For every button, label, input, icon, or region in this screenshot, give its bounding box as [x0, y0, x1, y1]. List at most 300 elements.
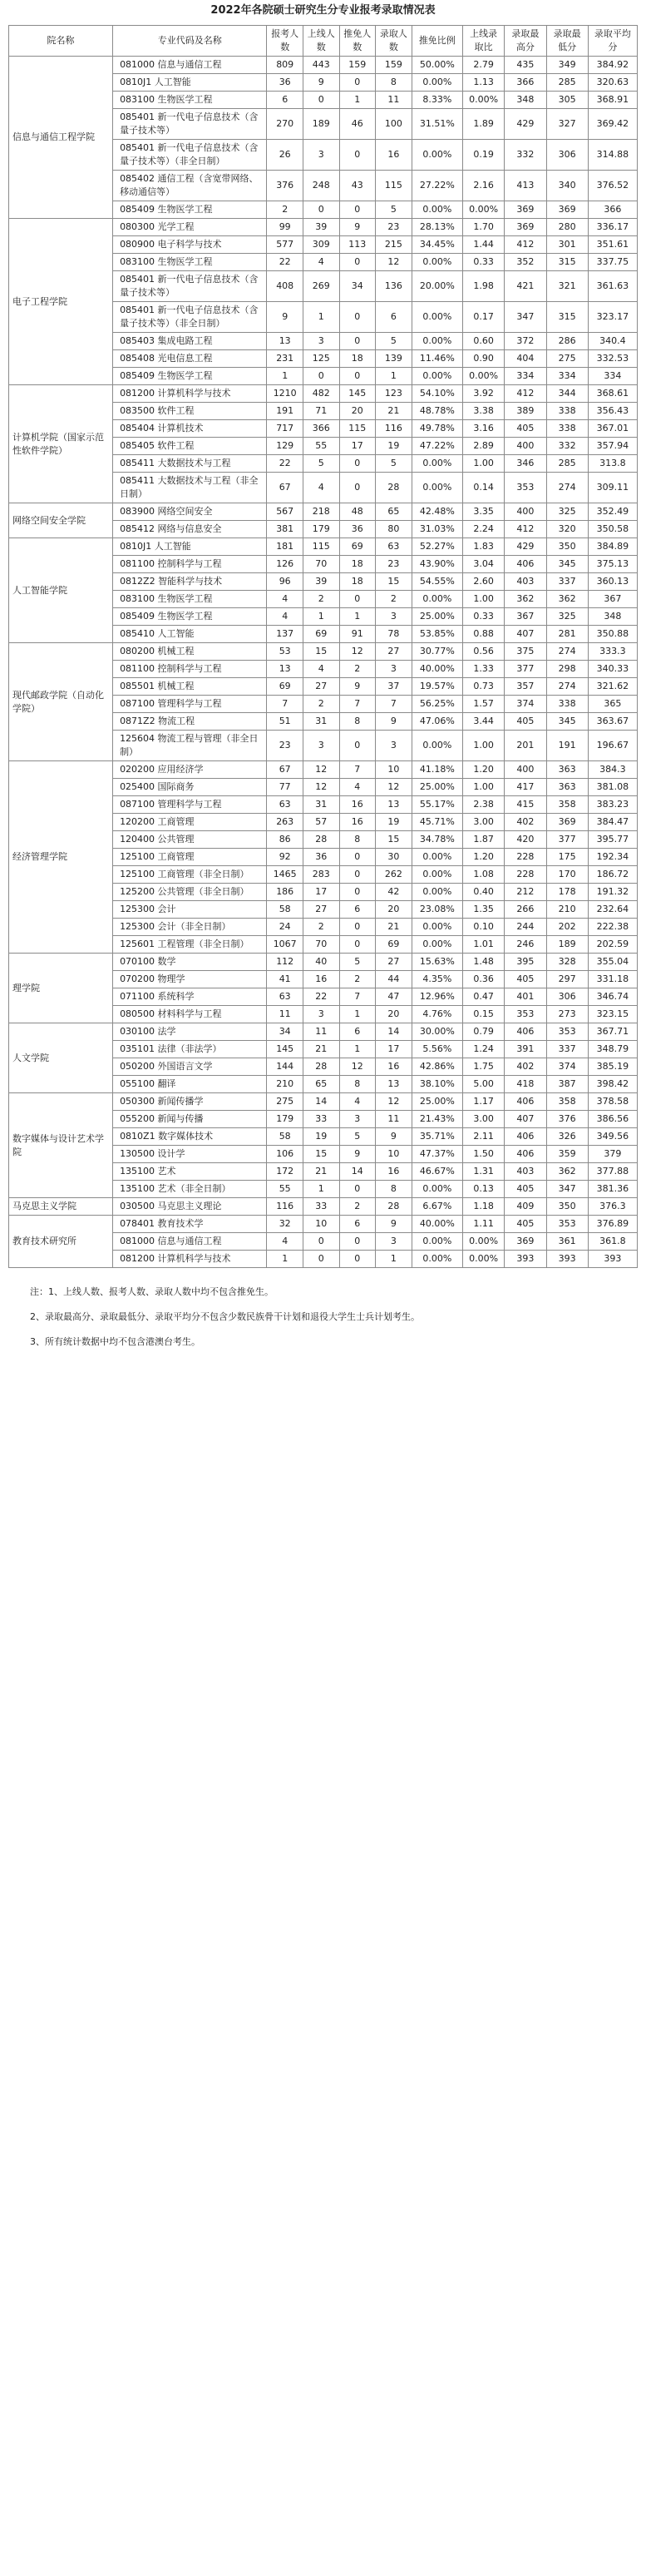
pass-admit-ratio-cell: 3.35 — [463, 503, 505, 521]
pass-admit-ratio-cell: 1.00 — [463, 591, 505, 608]
applicants-cell: 129 — [267, 438, 303, 455]
applicants-cell: 53 — [267, 643, 303, 661]
recommended-cell: 6 — [339, 1023, 376, 1041]
pass-admit-ratio-cell: 0.60 — [463, 333, 505, 350]
max-score-cell: 201 — [505, 731, 546, 761]
admitted-cell: 2 — [376, 591, 412, 608]
recommended-cell: 18 — [339, 573, 376, 591]
avg-score-cell: 202.59 — [588, 936, 637, 954]
pass-admit-ratio-cell: 2.79 — [463, 57, 505, 74]
major-cell: 125601 工程管理（非全日制） — [113, 936, 267, 954]
min-score-cell: 273 — [546, 1006, 588, 1023]
college-name-cell: 网络空间安全学院 — [9, 503, 113, 538]
recommended-cell: 7 — [339, 988, 376, 1006]
max-score-cell: 334 — [505, 368, 546, 385]
passed-cell: 70 — [303, 936, 339, 954]
college-name-cell: 信息与通信工程学院 — [9, 57, 113, 219]
applicants-cell: 145 — [267, 1041, 303, 1058]
recommended-cell: 1 — [339, 1041, 376, 1058]
passed-cell: 33 — [303, 1111, 339, 1128]
recommended-cell: 18 — [339, 556, 376, 573]
min-score-cell: 337 — [546, 573, 588, 591]
college-name-cell: 现代邮政学院（自动化学院） — [9, 643, 113, 761]
header-admitted: 录取人数 — [376, 26, 412, 57]
pass-admit-ratio-cell: 1.87 — [463, 831, 505, 849]
pass-admit-ratio-cell: 0.47 — [463, 988, 505, 1006]
recommended-cell: 0 — [339, 731, 376, 761]
recommend-ratio-cell: 11.46% — [412, 350, 462, 368]
avg-score-cell: 367.71 — [588, 1023, 637, 1041]
recommend-ratio-cell: 0.00% — [412, 368, 462, 385]
pass-admit-ratio-cell: 1.20 — [463, 761, 505, 779]
major-cell: 085409 生物医学工程 — [113, 368, 267, 385]
max-score-cell: 366 — [505, 74, 546, 92]
min-score-cell: 175 — [546, 849, 588, 866]
min-score-cell: 334 — [546, 368, 588, 385]
max-score-cell: 417 — [505, 779, 546, 796]
avg-score-cell: 350.58 — [588, 521, 637, 538]
min-score-cell: 315 — [546, 302, 588, 333]
passed-cell: 179 — [303, 521, 339, 538]
admitted-cell: 115 — [376, 171, 412, 201]
passed-cell: 36 — [303, 849, 339, 866]
passed-cell: 2 — [303, 591, 339, 608]
major-cell: 085409 生物医学工程 — [113, 608, 267, 626]
passed-cell: 15 — [303, 643, 339, 661]
major-cell: 085412 网络与信息安全 — [113, 521, 267, 538]
avg-score-cell: 384.3 — [588, 761, 637, 779]
applicants-cell: 26 — [267, 140, 303, 171]
major-cell: 080200 机械工程 — [113, 643, 267, 661]
header-max-score: 录取最高分 — [505, 26, 546, 57]
admitted-cell: 3 — [376, 661, 412, 678]
passed-cell: 31 — [303, 796, 339, 814]
max-score-cell: 407 — [505, 1111, 546, 1128]
recommend-ratio-cell: 15.63% — [412, 954, 462, 971]
admitted-cell: 20 — [376, 901, 412, 919]
recommended-cell: 0 — [339, 74, 376, 92]
pass-admit-ratio-cell: 0.00% — [463, 368, 505, 385]
recommended-cell: 6 — [339, 1216, 376, 1233]
min-score-cell: 305 — [546, 92, 588, 109]
admitted-cell: 11 — [376, 92, 412, 109]
applicants-cell: 24 — [267, 919, 303, 936]
pass-admit-ratio-cell: 5.00 — [463, 1076, 505, 1093]
avg-score-cell: 386.56 — [588, 1111, 637, 1128]
passed-cell: 189 — [303, 109, 339, 140]
min-score-cell: 320 — [546, 521, 588, 538]
recommend-ratio-cell: 41.18% — [412, 761, 462, 779]
applicants-cell: 1465 — [267, 866, 303, 884]
recommended-cell: 36 — [339, 521, 376, 538]
recommended-cell: 48 — [339, 503, 376, 521]
admitted-cell: 21 — [376, 919, 412, 936]
min-score-cell: 210 — [546, 901, 588, 919]
recommended-cell: 91 — [339, 626, 376, 643]
passed-cell: 16 — [303, 971, 339, 988]
min-score-cell: 363 — [546, 761, 588, 779]
header-applicants: 报考人数 — [267, 26, 303, 57]
max-score-cell: 212 — [505, 884, 546, 901]
recommended-cell: 18 — [339, 350, 376, 368]
min-score-cell: 306 — [546, 988, 588, 1006]
major-cell: 085402 通信工程（含宽带网络、移动通信等） — [113, 171, 267, 201]
min-score-cell: 338 — [546, 403, 588, 420]
pass-admit-ratio-cell: 1.18 — [463, 1198, 505, 1216]
admitted-cell: 80 — [376, 521, 412, 538]
recommended-cell: 17 — [339, 438, 376, 455]
recommended-cell: 0 — [339, 884, 376, 901]
max-score-cell: 393 — [505, 1251, 546, 1268]
passed-cell: 11 — [303, 1023, 339, 1041]
recommend-ratio-cell: 54.55% — [412, 573, 462, 591]
passed-cell: 27 — [303, 901, 339, 919]
applicants-cell: 1 — [267, 1251, 303, 1268]
recommend-ratio-cell: 43.90% — [412, 556, 462, 573]
admitted-cell: 14 — [376, 1023, 412, 1041]
passed-cell: 2 — [303, 696, 339, 713]
table-row — [9, 538, 638, 556]
applicants-cell: 126 — [267, 556, 303, 573]
recommended-cell: 14 — [339, 1163, 376, 1181]
admitted-cell: 3 — [376, 608, 412, 626]
passed-cell: 69 — [303, 626, 339, 643]
major-cell: 050300 新闻传播学 — [113, 1093, 267, 1111]
passed-cell: 269 — [303, 271, 339, 302]
major-cell: 080300 光学工程 — [113, 219, 267, 236]
recommend-ratio-cell: 27.22% — [412, 171, 462, 201]
avg-score-cell: 384.92 — [588, 57, 637, 74]
avg-score-cell: 365 — [588, 696, 637, 713]
passed-cell: 21 — [303, 1163, 339, 1181]
max-score-cell: 346 — [505, 455, 546, 473]
recommended-cell: 5 — [339, 954, 376, 971]
avg-score-cell: 376.3 — [588, 1198, 637, 1216]
admitted-cell: 13 — [376, 796, 412, 814]
avg-score-cell: 376.52 — [588, 171, 637, 201]
table-row — [9, 954, 638, 971]
admitted-cell: 78 — [376, 626, 412, 643]
passed-cell: 366 — [303, 420, 339, 438]
admitted-cell: 44 — [376, 971, 412, 988]
applicants-cell: 99 — [267, 219, 303, 236]
max-score-cell: 374 — [505, 696, 546, 713]
applicants-cell: 112 — [267, 954, 303, 971]
major-cell: 085411 大数据技术与工程 — [113, 455, 267, 473]
pass-admit-ratio-cell: 0.15 — [463, 1006, 505, 1023]
passed-cell: 2 — [303, 919, 339, 936]
min-score-cell: 353 — [546, 1216, 588, 1233]
applicants-cell: 181 — [267, 538, 303, 556]
passed-cell: 0 — [303, 1233, 339, 1251]
pass-admit-ratio-cell: 1.24 — [463, 1041, 505, 1058]
avg-score-cell: 376.89 — [588, 1216, 637, 1233]
recommend-ratio-cell: 0.00% — [412, 140, 462, 171]
min-score-cell: 345 — [546, 556, 588, 573]
recommended-cell: 4 — [339, 779, 376, 796]
min-score-cell: 369 — [546, 201, 588, 219]
recommend-ratio-cell: 48.78% — [412, 403, 462, 420]
pass-admit-ratio-cell: 1.11 — [463, 1216, 505, 1233]
admitted-cell: 139 — [376, 350, 412, 368]
applicants-cell: 13 — [267, 333, 303, 350]
recommended-cell: 0 — [339, 333, 376, 350]
major-cell: 081000 信息与通信工程 — [113, 1233, 267, 1251]
recommend-ratio-cell: 21.43% — [412, 1111, 462, 1128]
admitted-cell: 16 — [376, 140, 412, 171]
max-score-cell: 406 — [505, 1023, 546, 1041]
pass-admit-ratio-cell: 1.70 — [463, 219, 505, 236]
passed-cell: 3 — [303, 140, 339, 171]
recommended-cell: 0 — [339, 936, 376, 954]
max-score-cell: 348 — [505, 92, 546, 109]
min-score-cell: 345 — [546, 713, 588, 731]
avg-score-cell: 323.15 — [588, 1006, 637, 1023]
note-1: 注：1、上线人数、报考人数、录取人数中均不包含推免生。 — [30, 1286, 274, 1297]
recommend-ratio-cell: 42.86% — [412, 1058, 462, 1076]
recommend-ratio-cell: 0.00% — [412, 866, 462, 884]
recommend-ratio-cell: 19.57% — [412, 678, 462, 696]
min-score-cell: 349 — [546, 57, 588, 74]
min-score-cell: 286 — [546, 333, 588, 350]
table-row — [9, 219, 638, 236]
major-cell: 083100 生物医学工程 — [113, 254, 267, 271]
applicants-cell: 4 — [267, 608, 303, 626]
recommended-cell: 145 — [339, 385, 376, 403]
admitted-cell: 262 — [376, 866, 412, 884]
admitted-cell: 123 — [376, 385, 412, 403]
pass-admit-ratio-cell: 1.75 — [463, 1058, 505, 1076]
max-score-cell: 405 — [505, 420, 546, 438]
max-score-cell: 409 — [505, 1198, 546, 1216]
avg-score-cell: 314.88 — [588, 140, 637, 171]
recommend-ratio-cell: 49.78% — [412, 420, 462, 438]
max-score-cell: 403 — [505, 573, 546, 591]
passed-cell: 4 — [303, 473, 339, 503]
recommend-ratio-cell: 4.35% — [412, 971, 462, 988]
admitted-cell: 21 — [376, 403, 412, 420]
admitted-cell: 3 — [376, 731, 412, 761]
min-score-cell: 350 — [546, 538, 588, 556]
recommend-ratio-cell: 6.67% — [412, 1198, 462, 1216]
recommend-ratio-cell: 0.00% — [412, 473, 462, 503]
min-score-cell: 178 — [546, 884, 588, 901]
min-score-cell: 387 — [546, 1076, 588, 1093]
header-min-score: 录取最低分 — [546, 26, 588, 57]
major-cell: 125300 会计 — [113, 901, 267, 919]
pass-admit-ratio-cell: 0.36 — [463, 971, 505, 988]
min-score-cell: 338 — [546, 420, 588, 438]
max-score-cell: 372 — [505, 333, 546, 350]
header-pass-admit-ratio: 上线录取比 — [463, 26, 505, 57]
avg-score-cell: 367 — [588, 591, 637, 608]
passed-cell: 4 — [303, 254, 339, 271]
pass-admit-ratio-cell: 1.98 — [463, 271, 505, 302]
major-cell: 125200 公共管理（非全日制） — [113, 884, 267, 901]
admitted-cell: 63 — [376, 538, 412, 556]
applicants-cell: 4 — [267, 1233, 303, 1251]
major-cell: 125300 会计（非全日制） — [113, 919, 267, 936]
min-score-cell: 359 — [546, 1146, 588, 1163]
pass-admit-ratio-cell: 1.89 — [463, 109, 505, 140]
pass-admit-ratio-cell: 1.50 — [463, 1146, 505, 1163]
recommend-ratio-cell: 54.10% — [412, 385, 462, 403]
admitted-cell: 69 — [376, 936, 412, 954]
recommend-ratio-cell: 47.22% — [412, 438, 462, 455]
major-cell: 081200 计算机科学与技术 — [113, 1251, 267, 1268]
notes — [30, 1280, 646, 1355]
recommended-cell: 34 — [339, 271, 376, 302]
recommended-cell: 69 — [339, 538, 376, 556]
applicants-cell: 67 — [267, 473, 303, 503]
major-cell: 0810J1 人工智能 — [113, 74, 267, 92]
applicants-cell: 22 — [267, 455, 303, 473]
avg-score-cell: 332.53 — [588, 350, 637, 368]
recommend-ratio-cell: 25.00% — [412, 1093, 462, 1111]
recommended-cell: 0 — [339, 919, 376, 936]
pass-admit-ratio-cell: 1.31 — [463, 1163, 505, 1181]
major-cell: 120400 公共管理 — [113, 831, 267, 849]
max-score-cell: 377 — [505, 661, 546, 678]
applicants-cell: 92 — [267, 849, 303, 866]
applicants-cell: 77 — [267, 779, 303, 796]
pass-admit-ratio-cell: 3.00 — [463, 814, 505, 831]
avg-score-cell: 361.63 — [588, 271, 637, 302]
applicants-cell: 86 — [267, 831, 303, 849]
min-score-cell: 369 — [546, 814, 588, 831]
recommended-cell: 1 — [339, 92, 376, 109]
pass-admit-ratio-cell: 1.83 — [463, 538, 505, 556]
recommended-cell: 1 — [339, 608, 376, 626]
avg-score-cell: 381.36 — [588, 1181, 637, 1198]
pass-admit-ratio-cell: 2.38 — [463, 796, 505, 814]
pass-admit-ratio-cell: 0.17 — [463, 302, 505, 333]
pass-admit-ratio-cell: 2.11 — [463, 1128, 505, 1146]
passed-cell: 39 — [303, 219, 339, 236]
admitted-cell: 20 — [376, 1006, 412, 1023]
applicants-cell: 22 — [267, 254, 303, 271]
min-score-cell: 363 — [546, 779, 588, 796]
recommend-ratio-cell: 0.00% — [412, 936, 462, 954]
passed-cell: 5 — [303, 455, 339, 473]
min-score-cell: 344 — [546, 385, 588, 403]
recommend-ratio-cell: 4.76% — [412, 1006, 462, 1023]
max-score-cell: 332 — [505, 140, 546, 171]
major-cell: 025400 国际商务 — [113, 779, 267, 796]
passed-cell: 12 — [303, 761, 339, 779]
min-score-cell: 326 — [546, 1128, 588, 1146]
applicants-cell: 9 — [267, 302, 303, 333]
recommended-cell: 1 — [339, 1006, 376, 1023]
applicants-cell: 36 — [267, 74, 303, 92]
major-cell: 0871Z2 物流工程 — [113, 713, 267, 731]
min-score-cell: 340 — [546, 171, 588, 201]
header-recommended: 推免人数 — [339, 26, 376, 57]
major-cell: 070100 数学 — [113, 954, 267, 971]
admitted-cell: 15 — [376, 831, 412, 849]
avg-score-cell: 357.94 — [588, 438, 637, 455]
admitted-cell: 6 — [376, 302, 412, 333]
recommend-ratio-cell: 45.71% — [412, 814, 462, 831]
pass-admit-ratio-cell: 1.00 — [463, 779, 505, 796]
major-cell: 0810J1 人工智能 — [113, 538, 267, 556]
min-score-cell: 358 — [546, 796, 588, 814]
pass-admit-ratio-cell: 3.00 — [463, 1111, 505, 1128]
min-score-cell: 189 — [546, 936, 588, 954]
min-score-cell: 376 — [546, 1111, 588, 1128]
admitted-cell: 12 — [376, 779, 412, 796]
pass-admit-ratio-cell: 0.00% — [463, 92, 505, 109]
recommended-cell: 43 — [339, 171, 376, 201]
avg-score-cell: 340.33 — [588, 661, 637, 678]
major-cell: 125604 物流工程与管理（非全日制） — [113, 731, 267, 761]
pass-admit-ratio-cell: 1.57 — [463, 696, 505, 713]
recommended-cell: 113 — [339, 236, 376, 254]
recommended-cell: 9 — [339, 1146, 376, 1163]
recommend-ratio-cell: 34.78% — [412, 831, 462, 849]
applicants-cell: 179 — [267, 1111, 303, 1128]
recommended-cell: 0 — [339, 1233, 376, 1251]
avg-score-cell: 375.13 — [588, 556, 637, 573]
table-row — [9, 57, 638, 74]
avg-score-cell: 334 — [588, 368, 637, 385]
header-recommend-ratio: 推免比例 — [412, 26, 462, 57]
major-cell: 030100 法学 — [113, 1023, 267, 1041]
admitted-cell: 11 — [376, 1111, 412, 1128]
passed-cell: 309 — [303, 236, 339, 254]
header-passed: 上线人数 — [303, 26, 339, 57]
recommend-ratio-cell: 31.51% — [412, 109, 462, 140]
max-score-cell: 405 — [505, 713, 546, 731]
major-cell: 083100 生物医学工程 — [113, 591, 267, 608]
admitted-cell: 37 — [376, 678, 412, 696]
admitted-cell: 1 — [376, 1251, 412, 1268]
min-score-cell: 202 — [546, 919, 588, 936]
recommended-cell: 0 — [339, 254, 376, 271]
major-cell: 130500 设计学 — [113, 1146, 267, 1163]
avg-score-cell: 192.34 — [588, 849, 637, 866]
admitted-cell: 10 — [376, 1146, 412, 1163]
passed-cell: 65 — [303, 1076, 339, 1093]
avg-score-cell: 361.8 — [588, 1233, 637, 1251]
max-score-cell: 429 — [505, 109, 546, 140]
avg-score-cell: 384.89 — [588, 538, 637, 556]
admitted-cell: 28 — [376, 1198, 412, 1216]
passed-cell: 19 — [303, 1128, 339, 1146]
applicants-cell: 58 — [267, 901, 303, 919]
pass-admit-ratio-cell: 0.19 — [463, 140, 505, 171]
pass-admit-ratio-cell: 0.90 — [463, 350, 505, 368]
major-cell: 085410 人工智能 — [113, 626, 267, 643]
avg-score-cell: 349.56 — [588, 1128, 637, 1146]
applicants-cell: 116 — [267, 1198, 303, 1216]
major-cell: 030500 马克思主义理论 — [113, 1198, 267, 1216]
applicants-cell: 63 — [267, 796, 303, 814]
note-2: 2、录取最高分、录取最低分、录取平均分不包含少数民族骨干计划和退役大学生士兵计划考生。 — [30, 1311, 420, 1322]
min-score-cell: 374 — [546, 1058, 588, 1076]
min-score-cell: 301 — [546, 236, 588, 254]
recommended-cell: 8 — [339, 831, 376, 849]
min-score-cell: 281 — [546, 626, 588, 643]
min-score-cell: 353 — [546, 1023, 588, 1041]
pass-admit-ratio-cell: 1.35 — [463, 901, 505, 919]
passed-cell: 21 — [303, 1041, 339, 1058]
recommend-ratio-cell: 0.00% — [412, 731, 462, 761]
passed-cell: 10 — [303, 1216, 339, 1233]
avg-score-cell: 395.77 — [588, 831, 637, 849]
avg-score-cell: 337.75 — [588, 254, 637, 271]
max-score-cell: 367 — [505, 608, 546, 626]
